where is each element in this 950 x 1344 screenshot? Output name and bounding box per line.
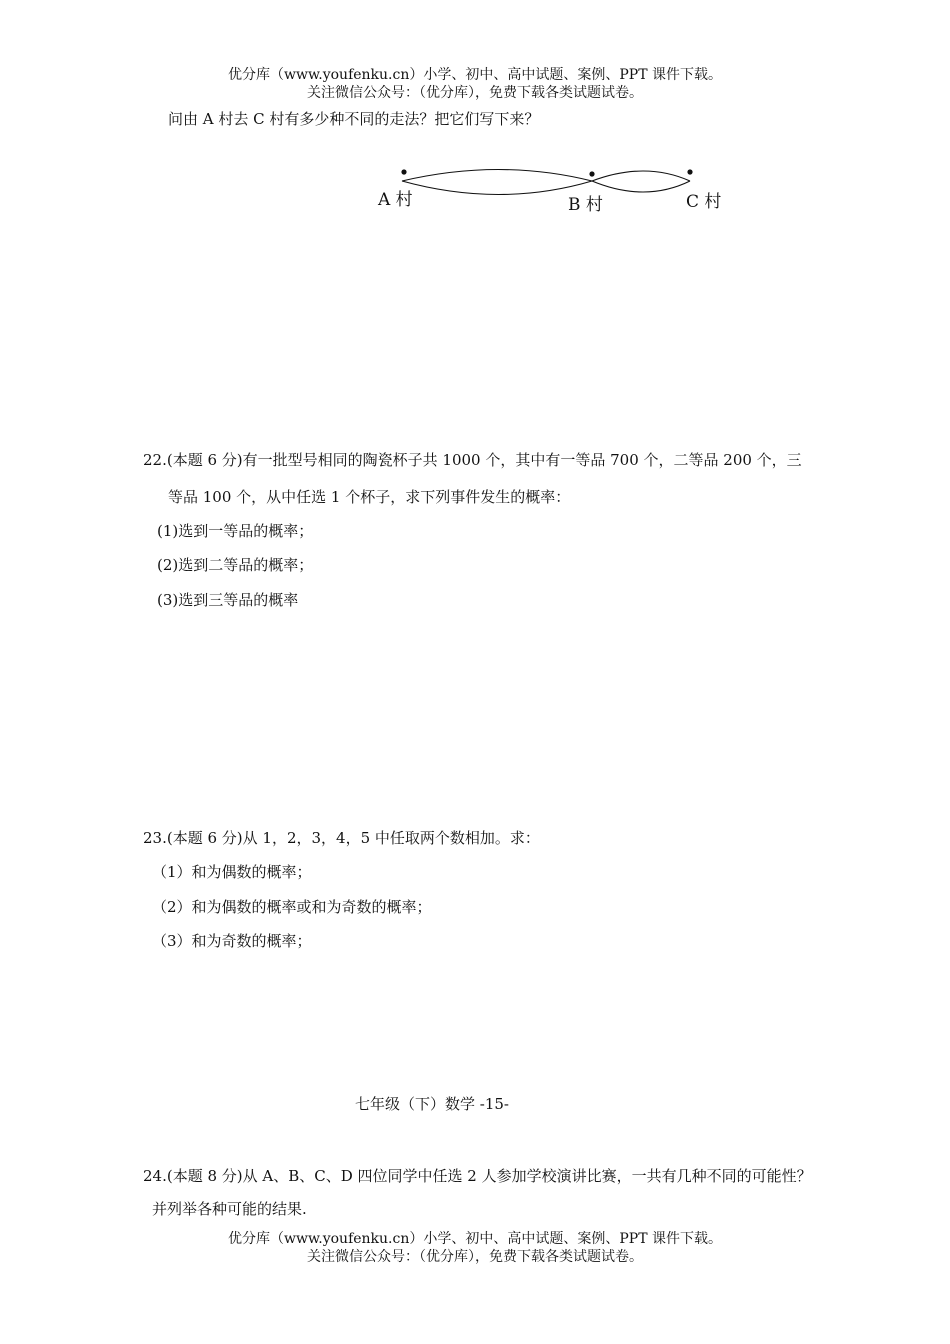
header-line-1: 优分库（www.youfenku.cn）小学、初中、高中试题、案例、PPT 课件下载。 xyxy=(227,67,722,83)
q24-stem-line-2: 并列举各种可能的结果. xyxy=(152,1200,307,1218)
village-c-dot xyxy=(687,169,692,174)
village-c-label: C 村 xyxy=(686,192,722,212)
q21-question-text: 问由 A 村去 C 村有多少种不同的走法？把它们写下来？ xyxy=(168,110,540,128)
road-b-c-1 xyxy=(592,171,690,181)
q22-part-2: (2)选到二等品的概率； xyxy=(157,556,314,574)
village-a-label: A 村 xyxy=(378,190,413,210)
q24-stem-line-1: 24.(本题 8 分)从 A、B、C、D 四位同学中任选 2 人参加学校演讲比赛，一共有几种不同的可能性？ xyxy=(143,1167,812,1185)
road-a-b-2 xyxy=(402,181,592,195)
village-b-label: B 村 xyxy=(568,195,603,215)
q22-stem-line-2: 等品 100 个，从中任选 1 个杯子，求下列事件发生的概率： xyxy=(168,488,571,506)
q22-part-1: (1)选到一等品的概率； xyxy=(157,522,314,540)
q23-part-1: （1）和为偶数的概率； xyxy=(152,863,312,881)
header-line-2: 关注微信公众号：（优分库），免费下载各类试题试卷。 xyxy=(307,85,643,101)
village-b-dot xyxy=(589,171,594,176)
road-a-b-1 xyxy=(402,170,592,182)
q23-stem: 23.(本题 6 分)从 1，2，3，4，5 中任取两个数相加。求： xyxy=(143,829,540,847)
village-a-dot xyxy=(401,169,406,174)
q22-part-3: (3)选到三等品的概率 xyxy=(157,591,299,609)
q23-part-3: （3）和为奇数的概率； xyxy=(152,932,312,950)
page-footer: 七年级（下）数学 -15- xyxy=(355,1095,509,1113)
route-diagram xyxy=(360,160,740,220)
q23-part-2: （2）和为偶数的概率或和为奇数的概率； xyxy=(152,898,432,916)
bottom-header-line-1: 优分库（www.youfenku.cn）小学、初中、高中试题、案例、PPT 课件下载。 xyxy=(227,1231,722,1247)
road-b-c-2 xyxy=(592,181,690,192)
q22-stem-line-1: 22.(本题 6 分)有一批型号相同的陶瓷杯子共 1000 个，其中有一等品 700 个，二等品 200 个，三 xyxy=(143,451,802,469)
bottom-header-line-2: 关注微信公众号：（优分库），免费下载各类试题试卷。 xyxy=(307,1249,643,1265)
